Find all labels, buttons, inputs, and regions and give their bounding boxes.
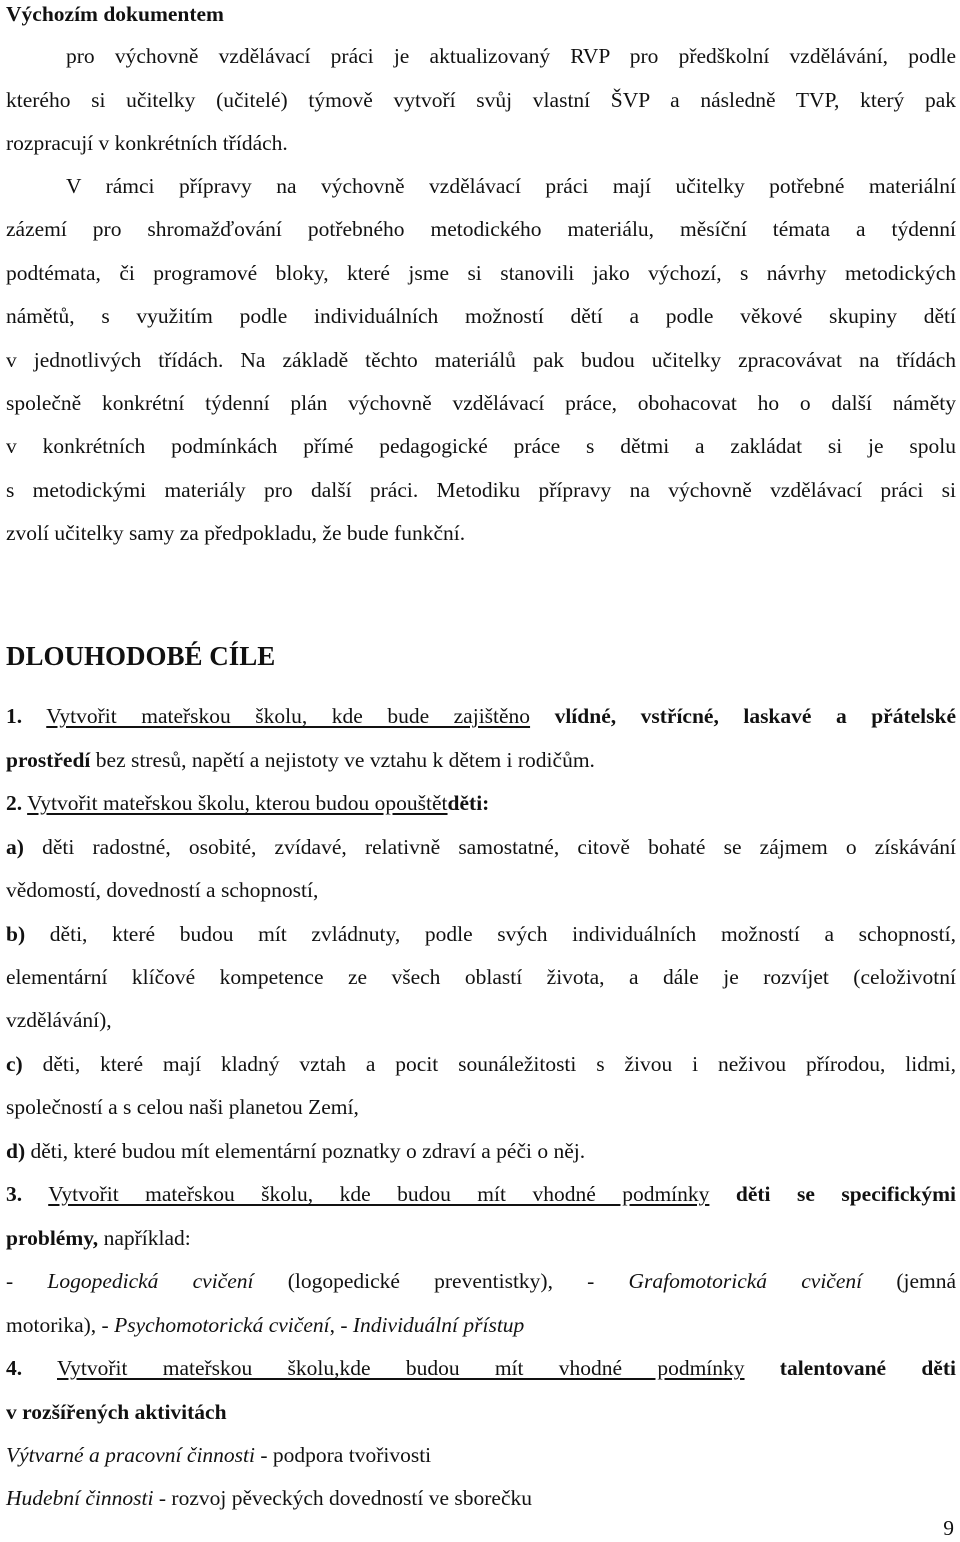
goal-4-line: v rozšířených aktivitách	[6, 1400, 227, 1424]
goal-2-item-b: vzdělávání),	[6, 1008, 112, 1032]
goal-number: 2.	[6, 791, 23, 815]
goal-link: Vytvořit mateřskou školu, kde budou mít vhodné podmínky	[48, 1182, 710, 1206]
paragraph-line: námětů, s využitím podle individuálních možností dětí a podle věkové skupiny dětí	[6, 304, 956, 328]
activity-name: Grafomotorická cvičení	[628, 1269, 863, 1293]
goal-3-line	[6, 1224, 956, 1252]
item-text: děti, které budou mít zvládnuty, podle svých individuálních možností a schopností,	[49, 922, 957, 946]
activity-name: Hudební činnosti	[6, 1486, 154, 1510]
goal-text: bez stresů, napětí a nejistoty ve vztahu k dětem i rodičům.	[95, 748, 595, 772]
activity-name: Psychomotorická cvičení	[114, 1313, 330, 1337]
goal-4-line	[6, 1354, 956, 1382]
paragraph-line: zázemí pro shromažďování potřebného metodického materiálu, měsíční témata a týdenní	[6, 217, 956, 241]
item-text: děti radostné, osobité, zvídavé, relativně samostatné, citově bohaté se zájmem o získávání	[42, 835, 956, 859]
goal-number: 3.	[6, 1182, 23, 1206]
paragraph-line: zvolí učitelky samy za předpokladu, že bude funkční.	[6, 521, 466, 545]
item-label: d)	[6, 1139, 26, 1163]
goal-2-item-c: společností a s celou naši planetou Zemí,	[6, 1095, 359, 1119]
dash: -	[6, 1269, 14, 1293]
goal-2-item-a	[6, 833, 956, 861]
activity-text: motorika), -	[6, 1313, 109, 1337]
item-label: c)	[6, 1052, 23, 1076]
goal-emphasis: děti se specifickými	[735, 1182, 956, 1206]
item-text: děti, které mají kladný vztah a pocit sounáležitosti s živou i neživou přírodou, lidmi,	[42, 1052, 957, 1076]
paragraph-line: společně konkrétní týdenní plán výchovně vzdělávací práce, obohacovat ho o další náměty	[6, 391, 956, 415]
goal-3-line	[6, 1180, 956, 1208]
goal-2-item-b: elementární klíčové kompetence ze všech oblastí života, a dále je rozvíjet (celoživotní	[6, 965, 956, 989]
goal-link: Vytvořit mateřskou školu, kterou budou opouštět	[27, 791, 448, 815]
paragraph-line: v konkrétních podmínkách přímé pedagogické práce s dětmi a zakládat si je spolu	[6, 434, 956, 458]
page-number: 9	[943, 1516, 954, 1540]
goal-2-item-c	[6, 1050, 956, 1078]
item-text: děti, které budou mít elementární poznatky o zdraví a péči o něj.	[30, 1139, 586, 1163]
goal-emphasis: děti:	[447, 791, 490, 815]
paragraph-line: V rámci přípravy na výchovně vzdělávací práci mají učitelky potřebné materiální	[66, 174, 956, 198]
goal-link: Vytvořit mateřskou školu, kde bude zajištěno	[46, 704, 531, 728]
paragraph-line: podtémata, či programové bloky, které jsme si stanovili jako výchozí, s návrhy metodických	[6, 261, 956, 285]
activity-text: (jemná	[896, 1269, 957, 1293]
activity-text: - rozvoj pěveckých dovedností ve sborečku	[158, 1486, 533, 1510]
goal-number: 4.	[6, 1356, 23, 1380]
goal-number: 1.	[6, 704, 23, 728]
goal-link: Vytvořit mateřskou školu,kde budou mít vhodné podmínky	[57, 1356, 745, 1380]
paragraph-line: s metodickými materiály pro další práci. Metodiku přípravy na výchovně vzdělávací práci si	[6, 478, 956, 502]
item-label: b)	[6, 922, 26, 946]
goal-2-line	[6, 789, 956, 817]
goal-emphasis: prostředí	[6, 748, 91, 772]
goal-emphasis: vlídné, vstřícné, laskavé a přátelské	[554, 704, 956, 728]
intro-line: pro výchovně vzdělávací práci je aktualizovaný RVP pro předškolní vzdělávání, podle	[66, 44, 956, 68]
goal-text: například:	[103, 1226, 191, 1250]
goal-4-activity	[6, 1484, 956, 1512]
activity-text: (logopedické preventistky), -	[287, 1269, 595, 1293]
goal-2-item-a: vědomostí, dovedností a schopností,	[6, 878, 319, 902]
goal-3-activities	[6, 1267, 956, 1295]
goal-4-activity	[6, 1441, 956, 1469]
activity-name: Výtvarné a pracovní činnosti	[6, 1443, 255, 1467]
goal-emphasis: problémy,	[6, 1226, 99, 1250]
paragraph-line: v jednotlivých třídách. Na základě těchto materiálů pak budou učitelky zpracovávat na třídách	[6, 348, 956, 372]
goal-1-line	[6, 702, 956, 730]
goal-3-activities	[6, 1311, 956, 1339]
goal-emphasis: talentované děti	[779, 1356, 956, 1380]
intro-heading: Výchozím dokumentem	[6, 2, 224, 26]
goal-2-item-b	[6, 920, 956, 948]
goal-1-line	[6, 746, 956, 774]
goal-2-item-d	[6, 1137, 956, 1165]
activity-text: - podpora tvořivosti	[260, 1443, 432, 1467]
activity-name: Logopedická cvičení	[47, 1269, 254, 1293]
section-title: DLOUHODOBÉ CÍLE	[6, 641, 276, 671]
activity-name: Individuální přístup	[352, 1313, 525, 1337]
activity-text: , -	[329, 1313, 348, 1337]
intro-line: rozpracují v konkrétních třídách.	[6, 131, 288, 155]
intro-line: kterého si učitelky (učitelé) týmově vytvoří svůj vlastní ŠVP a následně TVP, který pak	[6, 88, 956, 112]
item-label: a)	[6, 835, 24, 859]
